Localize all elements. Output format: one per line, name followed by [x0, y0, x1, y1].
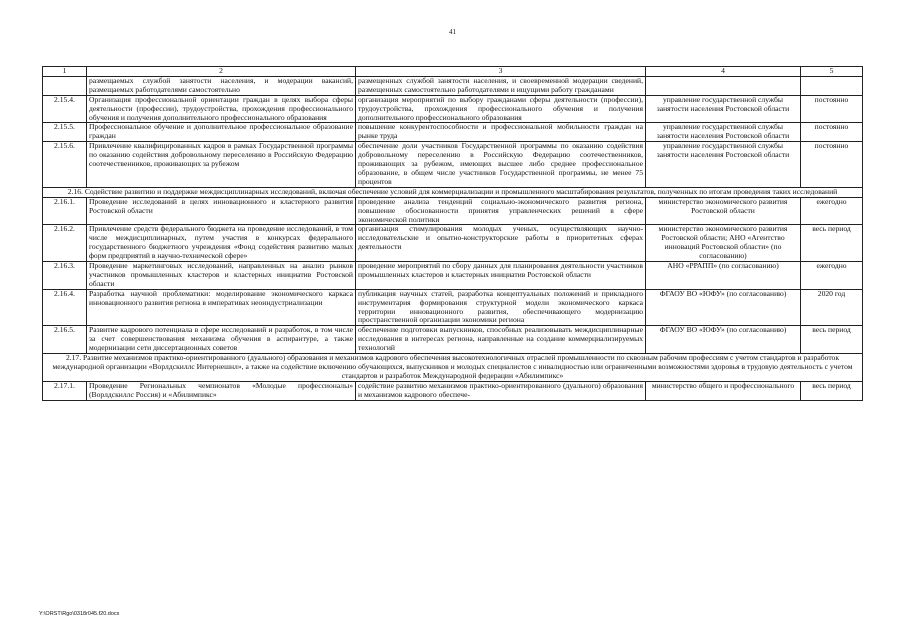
item-term: постоянно [801, 123, 863, 142]
table-row [43, 142, 863, 188]
table-row [43, 289, 863, 326]
item-description: Привлечение средств федерального бюджета на проведение исследований, в том числе междисциплинарных, путем участия в конкурсах федерального государственного бюджетного учреждения «Фонд содействия развитию малых форм предприятий в научно-технической сфере» [87, 225, 356, 262]
table-row [43, 381, 863, 400]
section-heading: 2.17. Развитие механизмов практико-ориентированного (дуального) образования и механизмов кадрового обеспечения высокотехнологичных отраслей промышленности по сквозным рабочим профессиям с учетом стандартов и разработок международной организации «Ворлдскиллс Интернешнл», а также на содействие включению обучающихся, выпускников и молодых специалистов с инвалидностью или ограниченными возможностями здоровья в трудовую деятельность с учетом стандартов и разработок Международной федерации «Абилимпикс» [43, 354, 863, 382]
table-row [43, 95, 863, 123]
item-term: весь период [801, 381, 863, 400]
item-description: Разработка научной проблематики: моделирование экономического каркаса инновационного развития региона в императивах неоиндустриализации [87, 289, 356, 326]
item-result: организация мероприятий по выбору гражданами сферы деятельности (профессии), трудоустройства, прохождения профессионального обучения и получения дополнительного профессионального образования [356, 95, 646, 123]
table-row [43, 76, 863, 95]
table-row [43, 262, 863, 290]
page-number: 41 [449, 28, 456, 36]
table-header-row [43, 67, 863, 77]
item-description: размещаемых службой занятости населения, и модерации вакансий, размещаемых работодателями самостоятельно [87, 76, 356, 95]
item-executor: управление государственной службы занятости населения Ростовской области [646, 123, 801, 142]
item-number: 2.15.5. [43, 123, 87, 142]
item-description: Организация профессиональной ориентации граждан в целях выбора сферы деятельности (профессии), трудоустройства, прохождения профессионального обучения и получения дополнительного профессионального образования [87, 95, 356, 123]
table-row [43, 197, 863, 225]
item-term: постоянно [801, 95, 863, 123]
item-number: 2.16.5. [43, 326, 87, 354]
table-row [43, 225, 863, 262]
item-number: 2.16.3. [43, 262, 87, 290]
item-executor: ФГАОУ ВО «ЮФУ» (по согласованию) [646, 289, 801, 326]
column-header: 2 [87, 67, 356, 77]
item-description: Проведение исследований в целях инновационного и кластерного развития Ростовской области [87, 197, 356, 225]
item-result: размещенных службой занятости населения, и своевременной модерации сведений, размещенных самостоятельно работодателями и ищущими работу гражданами [356, 76, 646, 95]
item-number: 2.16.2. [43, 225, 87, 262]
item-term: ежегодно [801, 262, 863, 290]
item-result: обеспечение доли участников Государственной программы по оказанию содействия добровольному переселению в Российскую Федерацию соотечественников, проживающих за рубежом, имеющих высшее либо среднее профессиональное образование, в общем числе участников Государственной программы, не менее 75 процентов [356, 142, 646, 188]
column-header: 5 [801, 67, 863, 77]
table-row [43, 123, 863, 142]
item-term: 2020 год [801, 289, 863, 326]
item-result: содействие развитию механизмов практико-ориентированного (дуального) образования и механизмов кадрового обеспече- [356, 381, 646, 400]
item-term: постоянно [801, 142, 863, 188]
item-executor: управление государственной службы занятости населения Ростовской области [646, 95, 801, 123]
item-executor: АНО «РРАПП» (по согласованию) [646, 262, 801, 290]
item-result: проведение мероприятий по сбору данных для планирования деятельности участников промышленных кластеров и кластерных инициатив Ростовской области [356, 262, 646, 290]
item-executor: министерство экономического развития Ростовской области [646, 197, 801, 225]
section-heading: 2.16. Содействие развитию и поддержке междисциплинарных исследований, включая обеспечение условий для коммерциализации и промышленного масштабирования результатов, полученных по итогам проведения таких исследований [43, 187, 863, 197]
item-executor: управление государственной службы занятости населения Ростовской области [646, 142, 801, 188]
file-path-footer: Y:\ORST\Rgo\0318r045.f20.docx [39, 611, 120, 617]
item-executor: министерство экономического развития Ростовской области; АНО «Агентство инноваций Ростовской области» (по согласованию) [646, 225, 801, 262]
item-description: Профессиональное обучение и дополнительное профессиональное образование граждан [87, 123, 356, 142]
item-result: организация стимулирования молодых ученых, осуществляющих научно-исследовательские и опытно-конструкторские работы в приоритетных сферах деятельности [356, 225, 646, 262]
item-term: весь период [801, 225, 863, 262]
item-number: 2.15.4. [43, 95, 87, 123]
item-result: публикация научных статей, разработка концептуальных положений и прикладного инструментария формирования структурной модели экономического каркаса территории инновационного развития, обеспечивающего модернизацию пространственной организации экономики региона [356, 289, 646, 326]
item-number: 2.17.1. [43, 381, 87, 400]
table-row [43, 326, 863, 354]
column-header: 3 [356, 67, 646, 77]
item-term [801, 76, 863, 95]
item-result: повышение конкурентоспособности и профессиональной мобильности граждан на рынке труда [356, 123, 646, 142]
item-executor: ФГАОУ ВО «ЮФУ» (по согласованию) [646, 326, 801, 354]
plan-table [42, 66, 863, 401]
item-executor: министерство общего и профессионального [646, 381, 801, 400]
column-header: 4 [646, 67, 801, 77]
item-term: весь период [801, 326, 863, 354]
item-result: обеспечение подготовки выпускников, способных реализовывать междисциплинарные исследования в интересах региона, направленные на создание коммерциализируемых технологий [356, 326, 646, 354]
item-description: Развитие кадрового потенциала в сфере исследований и разработок, в том числе за счет совершенствования механизма обучения в аспирантуре, а также модернизации сети диссертационных советов [87, 326, 356, 354]
item-description: Проведение маркетинговых исследований, направленных на анализ рынков участников промышленных кластеров и кластерных инициатив Ростовской области [87, 262, 356, 290]
item-result: проведение анализа тенденций социально-экономического развития региона, повышение обоснованности принятия управленческих решений в сфере экономической политики [356, 197, 646, 225]
item-description: Проведение Региональных чемпионатов «Молодые профессионалы» (Ворлдскиллс Россия) и «Абилимпикс» [87, 381, 356, 400]
section-heading-row [43, 354, 863, 382]
item-number: 2.15.6. [43, 142, 87, 188]
section-heading-row [43, 187, 863, 197]
item-term: ежегодно [801, 197, 863, 225]
item-number [43, 76, 87, 95]
item-description: Привлечение квалифицированных кадров в рамках Государственной программы по оказанию содействия добровольному переселению в Российскую Федерацию соотечественников, проживающих за рубежом [87, 142, 356, 188]
item-number: 2.16.1. [43, 197, 87, 225]
column-header: 1 [43, 67, 87, 77]
item-executor [646, 76, 801, 95]
item-number: 2.16.4. [43, 289, 87, 326]
